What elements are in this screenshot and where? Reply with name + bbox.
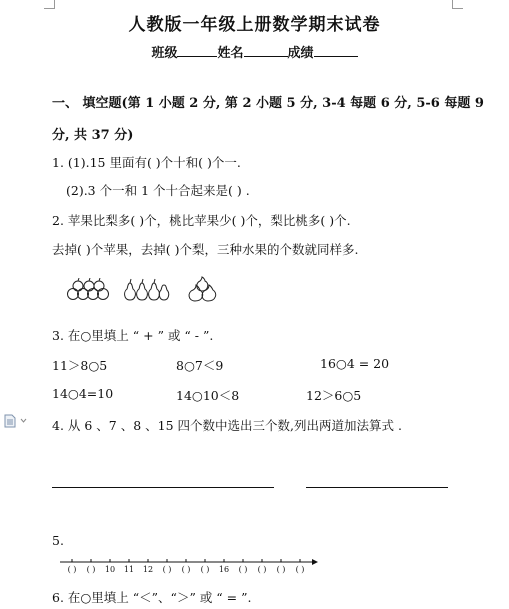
score-label: 成绩 <box>287 46 314 61</box>
q3-cell: 12＞6○5 <box>306 388 362 403</box>
number-line-label: ( ) <box>181 565 191 574</box>
student-info-line <box>0 42 509 61</box>
q3-cell: 14○4=10 <box>52 386 114 401</box>
number-line-label: 16 <box>218 565 230 574</box>
question-1b: (2).3 个一和 1 个十合起来是( ) . <box>66 183 250 198</box>
apples-image <box>66 278 110 302</box>
number-line-label: 11 <box>123 565 135 574</box>
number-line <box>60 556 322 578</box>
name-blank[interactable] <box>244 44 288 57</box>
number-line-label: ( ) <box>86 565 96 574</box>
section-heading-line1: 一、 填空题(第 1 小题 2 分, 第 2 小题 5 分, 3-4 每题 6 分, 5-6 每题 9 <box>52 96 484 111</box>
number-line-label: ( ) <box>257 565 267 574</box>
q3-cell: 16○4 = 20 <box>320 356 390 371</box>
pears-image <box>122 276 170 302</box>
question-2b: 去掉( )个苹果，去掉( )个梨，三种水果的个数就同样多. <box>52 242 359 257</box>
number-line-label: 12 <box>142 565 154 574</box>
answer-line-2[interactable] <box>306 487 448 488</box>
score-blank[interactable] <box>314 44 358 57</box>
section-heading-line2: 分, 共 37 分) <box>52 128 134 143</box>
question-2a: 2. 苹果比梨多( )个，桃比苹果少( )个，梨比桃多( )个. <box>52 213 351 228</box>
question-1a: 1. (1).15 里面有( )个十和( )个一. <box>52 155 241 170</box>
question-6-title: 6. 在○里填上 “＜”、“＞” 或 “ = ”. <box>52 590 252 605</box>
question-3-title: 3. 在○里填上 “ + ” 或 “ - ”. <box>52 328 214 343</box>
chevron-down-icon[interactable] <box>20 418 27 424</box>
class-blank[interactable] <box>177 44 217 57</box>
question-5-title: 5. <box>52 533 64 548</box>
page-corner-top-right <box>452 0 463 9</box>
peaches-image <box>186 276 218 302</box>
number-line-label: ( ) <box>200 565 210 574</box>
number-line-label: ( ) <box>162 565 172 574</box>
class-label: 班级 <box>151 46 178 61</box>
number-line-label: ( ) <box>238 565 248 574</box>
q3-cell: 11＞8○5 <box>52 358 108 373</box>
number-line-label: ( ) <box>276 565 286 574</box>
page-title: 人教版一年级上册数学期末试卷 <box>128 15 381 35</box>
name-label: 姓名 <box>217 46 244 61</box>
number-line-label: ( ) <box>67 565 77 574</box>
q3-cell: 14○10＜8 <box>176 388 240 403</box>
q3-cell: 8○7＜9 <box>176 358 224 373</box>
number-line-label: 10 <box>104 565 116 574</box>
document-icon[interactable] <box>4 414 16 428</box>
page-corner-top-left <box>44 0 55 9</box>
question-4-title: 4. 从 6 、7 、8 、15 四个数中选出三个数,列出两道加法算式 . <box>52 418 402 433</box>
number-line-label: ( ) <box>295 565 305 574</box>
answer-line-1[interactable] <box>52 487 274 488</box>
